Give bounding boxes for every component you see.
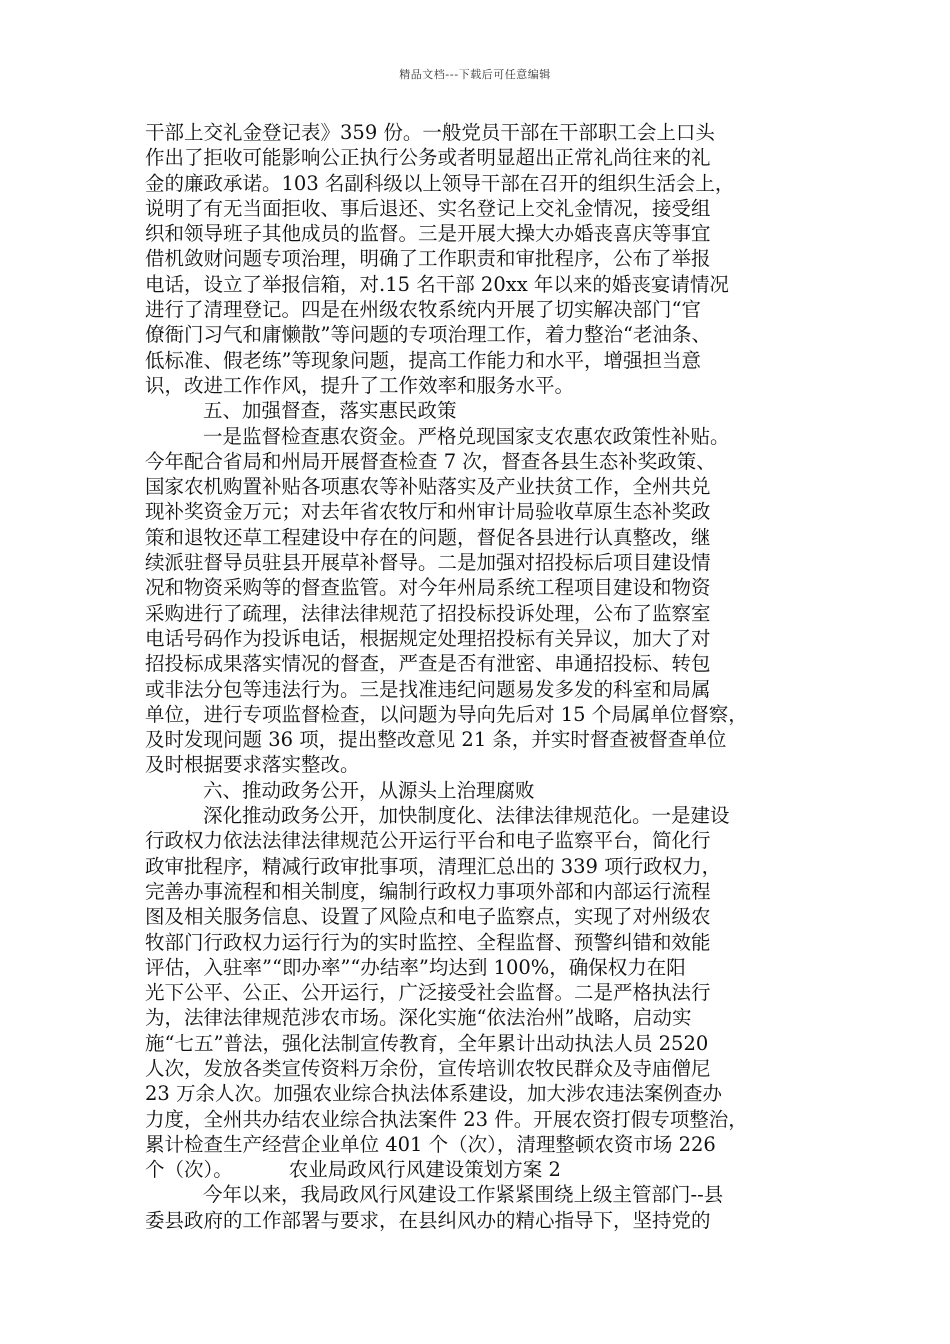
text-line	[145, 727, 820, 752]
text-line-content: 作出了拒收可能影响公正执行公务或者明显超出正常礼尚往来的礼	[145, 146, 711, 170]
text-line	[145, 550, 820, 575]
text-line-content: 招投标成果落实情况的督查，严查是否有泄密、串通招投标、转包	[145, 652, 711, 676]
text-line-content: 况和物资采购等的督查监管。对今年州局系统工程项目建设和物资	[145, 576, 711, 600]
text-line-content: 一是监督检查惠农资金。严格兑现国家支农惠农政策性补贴。	[203, 424, 730, 448]
text-line	[145, 322, 820, 347]
text-line-content: 今年配合省局和州局开展督查检查 7 次，督查各县生态补奖政策、	[145, 449, 716, 473]
text-line-content: 电话，设立了举报信箱，对.15 名干部 20xx 年以来的婚丧宴请情况	[145, 272, 729, 296]
text-line	[145, 601, 820, 626]
page-header: 精品文档---下载后可任意编辑	[399, 68, 551, 81]
text-line	[145, 424, 820, 449]
text-line	[145, 651, 820, 676]
text-line-content: 五、加强督查，落实惠民政策	[203, 399, 457, 423]
text-line	[145, 449, 820, 474]
text-line	[145, 752, 820, 777]
text-line	[145, 980, 820, 1005]
text-line	[145, 1208, 820, 1233]
text-line-content: 及时发现问题 36 项，提出整改意见 21 条，并实时督查被督查单位	[145, 728, 727, 752]
text-line-content: 低标准、假老练”等现象问题，提高工作能力和水平，增强担当意	[145, 348, 701, 372]
text-line-content: 僚衙门习气和庸懒散”等问题的专项治理工作，着力整治“老油条、	[145, 323, 711, 347]
text-line-content: 电话号码作为投诉电话，根据规定处理招投标有关异议，加大了对	[145, 626, 711, 650]
text-line-content: 国家农机购置补贴各项惠农等补贴落实及产业扶贫工作，全州共兑	[145, 475, 711, 499]
text-line-content: 单位，进行专项监督检查，以问题为导向先后对 15 个局属单位督察，	[145, 702, 748, 726]
text-line	[145, 120, 820, 145]
section-heading-inline: 农业局政风行风建设策划方案 2	[288, 1158, 561, 1182]
text-line	[145, 778, 820, 803]
text-line	[145, 196, 820, 221]
text-line	[145, 1182, 820, 1207]
text-line-content: 六、推动政务公开，从源头上治理腐败	[203, 778, 535, 802]
text-line-content: 织和领导班子其他成员的监督。三是开展大操大办婚丧喜庆等事宜	[145, 222, 711, 246]
text-line-content: 进行了清理登记。四是在州级农牧系统内开展了切实解决部门“官	[145, 298, 701, 322]
text-line	[145, 879, 820, 904]
text-line	[145, 904, 820, 929]
text-line-content: 图及相关服务信息、设置了风险点和电子监察点，实现了对州级农	[145, 905, 711, 929]
text-line	[145, 474, 820, 499]
text-line	[145, 398, 820, 423]
text-line-content: 人次，发放各类宣传资料万余份，宣传培训农牧民群众及寺庙僧尼	[145, 1056, 711, 1080]
text-line-content: 续派驻督导员驻县开展草补督导。二是加强对招投标后项目建设情	[145, 551, 711, 575]
text-line	[145, 1157, 820, 1182]
text-line	[145, 854, 820, 879]
text-line-content: 个（次）。	[145, 1158, 233, 1182]
text-line-content: 及时根据要求落实整改。	[145, 753, 360, 777]
text-line-content: 深化推动政务公开，加快制度化、法律法律规范化。一是建设	[203, 804, 730, 828]
text-line	[145, 702, 820, 727]
text-line	[145, 955, 820, 980]
text-line-content: 借机敛财问题专项治理，明确了工作职责和审批程序，公布了举报	[145, 247, 711, 271]
text-line	[145, 297, 820, 322]
text-line	[145, 1132, 820, 1157]
text-line-content: 识，改进工作作风，提升了工作效率和服务水平。	[145, 373, 575, 397]
text-line-content: 现补奖资金万元；对去年省农牧厅和州审计局验收草原生态补奖政	[145, 500, 711, 524]
text-line	[145, 1031, 820, 1056]
text-line-content: 政审批程序，精减行政审批事项，清理汇总出的 339 项行政权力，	[145, 854, 722, 878]
text-line	[145, 373, 820, 398]
text-line	[145, 221, 820, 246]
text-line-content: 牧部门行政权力运行行为的实时监控、全程监督、预警纠错和效能	[145, 930, 711, 954]
text-line-content: 行政权力依法法律法律规范公开运行平台和电子监察平台，简化行	[145, 829, 711, 853]
text-line	[145, 677, 820, 702]
text-line	[145, 626, 820, 651]
text-line-content: 评估，入驻率”“即办率”“办结率”均达到 100%，确保权力在阳	[145, 955, 686, 979]
text-line	[145, 171, 820, 196]
text-line-content: 施“七五”普法，强化法制宣传教育，全年累计出动执法人员 2520	[145, 1031, 709, 1055]
document-body	[145, 120, 820, 1233]
text-line	[145, 1005, 820, 1030]
text-line-content: 23 万余人次。加强农业综合执法体系建设，加大涉农违法案例查办	[145, 1082, 723, 1106]
text-line	[145, 575, 820, 600]
text-line-content: 完善办事流程和相关制度，编制行政权力事项外部和内部运行流程	[145, 879, 711, 903]
text-line-content: 说明了有无当面拒收、事后退还、实名登记上交礼金情况，接受组	[145, 196, 711, 220]
text-line-content: 力度，全州共办结农业综合执法案件 23 件。开展农资打假专项整治，	[145, 1107, 748, 1131]
text-line	[145, 499, 820, 524]
text-line-content: 采购进行了疏理，法律法律规范了招投标投诉处理，公布了监察室	[145, 601, 711, 625]
text-line-content: 干部上交礼金登记表》359 份。一般党员干部在干部职工会上口头	[145, 121, 715, 144]
text-line	[145, 1107, 820, 1132]
text-line	[145, 1081, 820, 1106]
text-line	[145, 246, 820, 271]
text-line-content: 或非法分包等违法行为。三是找准违纪问题易发多发的科室和局属	[145, 677, 711, 701]
text-line-content: 累计检查生产经营企业单位 401 个（次），清理整顿农资市场 226	[145, 1132, 716, 1156]
text-line	[145, 828, 820, 853]
text-line-content: 策和退牧还草工程建设中存在的问题，督促各县进行认真整改，继	[145, 525, 711, 549]
text-line	[145, 525, 820, 550]
text-line	[145, 1056, 820, 1081]
text-line	[145, 145, 820, 170]
text-line-content: 今年以来，我局政风行风建设工作紧紧围绕上级主管部门--县	[203, 1183, 724, 1207]
text-line	[145, 930, 820, 955]
text-line	[145, 803, 820, 828]
text-line-content: 为，法律法律规范涉农市场。深化实施“依法治州”战略，启动实	[145, 1006, 692, 1030]
text-line	[145, 348, 820, 373]
text-line-content: 光下公平、公正、公开运行，广泛接受社会监督。二是严格执法行	[145, 981, 711, 1005]
text-line-content: 委县政府的工作部署与要求，在县纠风办的精心指导下，坚持党的	[145, 1208, 711, 1232]
text-line	[145, 272, 820, 297]
text-line-content: 金的廉政承诺。103 名副科级以上领导干部在召开的组织生活会上，	[145, 171, 735, 195]
